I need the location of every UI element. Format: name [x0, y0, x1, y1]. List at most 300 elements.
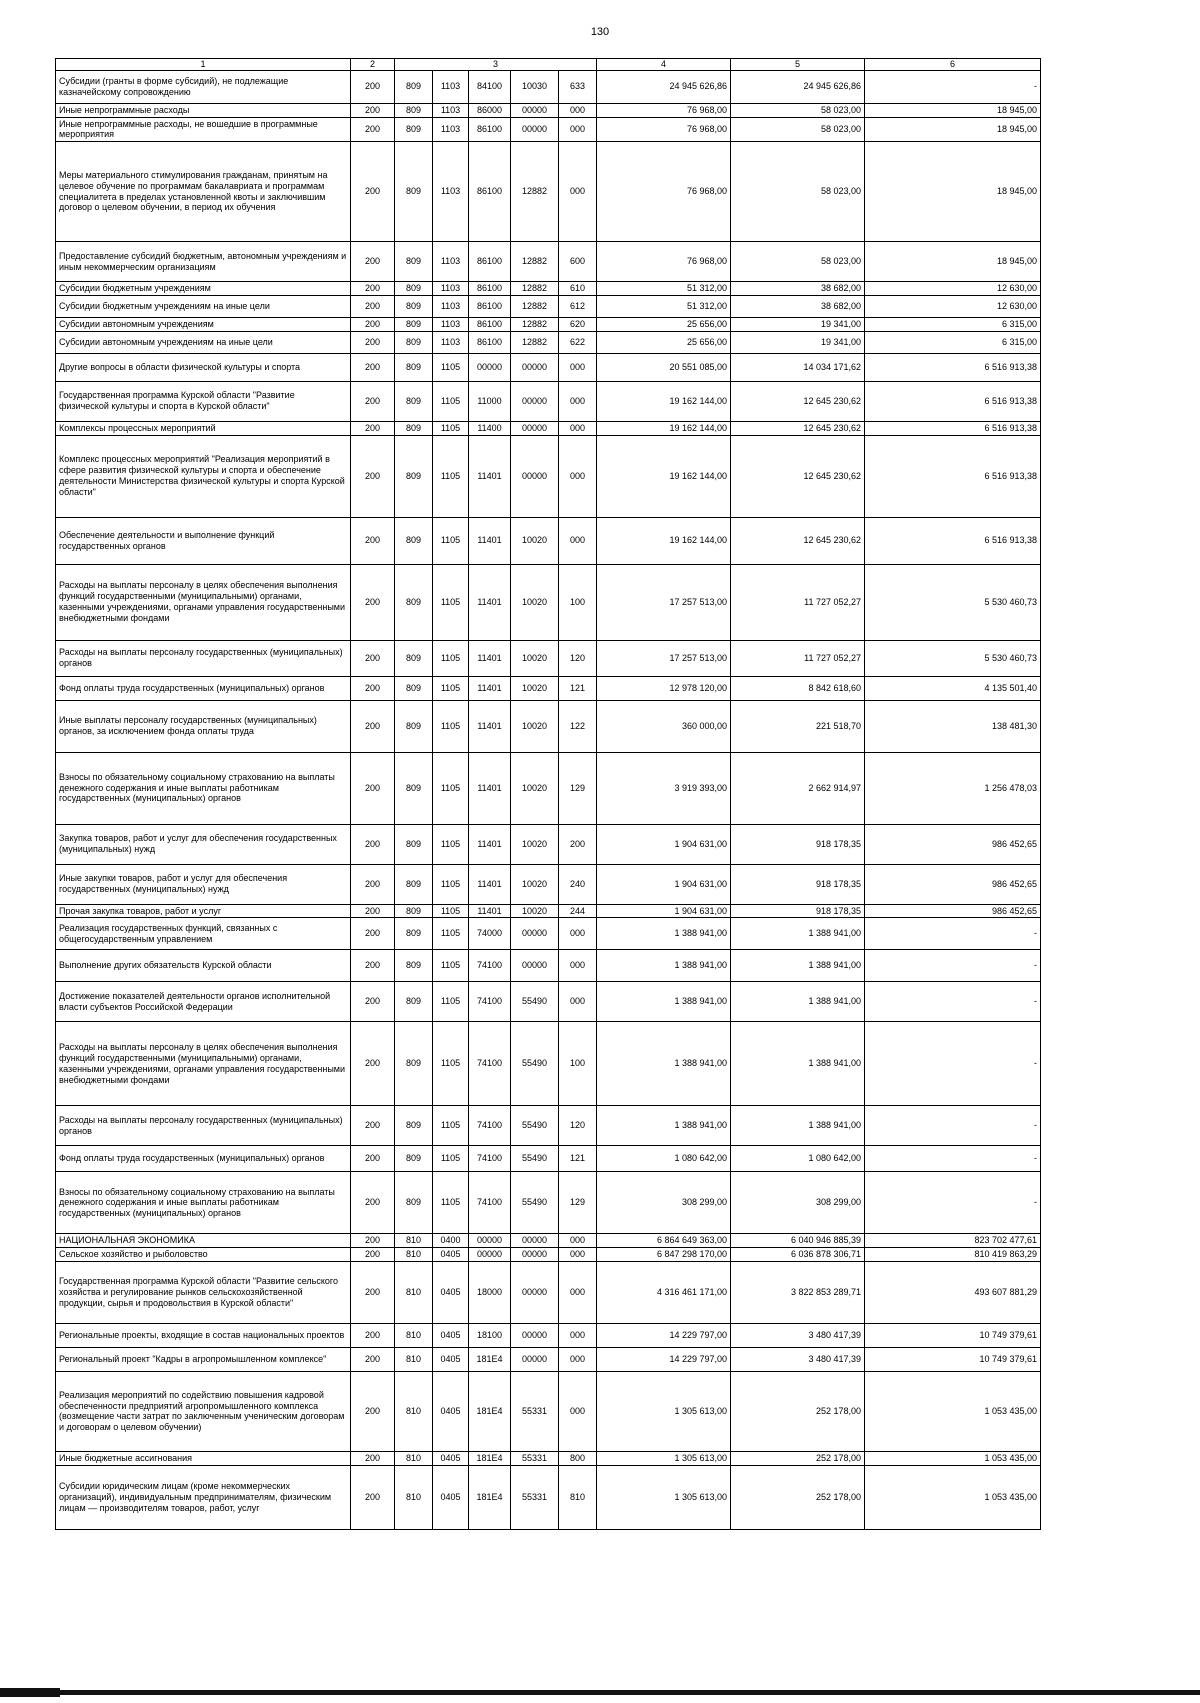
code-cell: 1103 — [433, 117, 469, 142]
amount-col6-cell: - — [865, 1146, 1041, 1172]
code-cell: 000 — [559, 435, 597, 517]
code-cell: 00000 — [511, 1234, 559, 1248]
code-cell: 809 — [395, 331, 433, 353]
amount-col4-cell: 360 000,00 — [597, 700, 731, 752]
code-cell: 00000 — [511, 950, 559, 982]
code-cell: 1103 — [433, 242, 469, 282]
amount-col4-cell: 51 312,00 — [597, 295, 731, 317]
code-cell: 10020 — [511, 564, 559, 640]
amount-col4-cell: 6 847 298 170,00 — [597, 1248, 731, 1262]
amount-col5-cell: 252 178,00 — [731, 1465, 865, 1529]
amount-col5-cell: 38 682,00 — [731, 295, 865, 317]
amount-col5-cell: 3 822 853 289,71 — [731, 1261, 865, 1323]
amount-col5-cell: 1 388 941,00 — [731, 950, 865, 982]
code-cell: 200 — [351, 676, 395, 700]
code-cell: 00000 — [511, 1261, 559, 1323]
code-cell: 129 — [559, 1172, 597, 1234]
code-cell: 633 — [559, 70, 597, 103]
row-name-cell: Субсидии бюджетным учреждениям на иные цели — [56, 295, 351, 317]
row-name-cell: Расходы на выплаты персоналу государственных (муниципальных) органов — [56, 1106, 351, 1146]
code-cell: 11401 — [469, 752, 511, 824]
amount-col6-cell: 4 135 501,40 — [865, 676, 1041, 700]
amount-col4-cell: 1 904 631,00 — [597, 824, 731, 864]
code-cell: 11401 — [469, 700, 511, 752]
table-row — [56, 1248, 1041, 1262]
code-cell: 809 — [395, 70, 433, 103]
code-cell: 200 — [351, 103, 395, 117]
table-row — [56, 1146, 1041, 1172]
amount-col6-cell: 810 419 863,29 — [865, 1248, 1041, 1262]
code-cell: 000 — [559, 142, 597, 242]
table-row — [56, 1172, 1041, 1234]
code-cell: 200 — [351, 564, 395, 640]
code-cell: 000 — [559, 1248, 597, 1262]
code-cell: 809 — [395, 295, 433, 317]
code-cell: 809 — [395, 824, 433, 864]
amount-col5-cell: 1 388 941,00 — [731, 918, 865, 950]
row-name-cell: Фонд оплаты труда государственных (муниципальных) органов — [56, 1146, 351, 1172]
amount-col4-cell: 4 316 461 171,00 — [597, 1261, 731, 1323]
amount-col4-cell: 1 904 631,00 — [597, 904, 731, 918]
code-cell: 200 — [351, 117, 395, 142]
code-cell: 1105 — [433, 435, 469, 517]
code-cell: 200 — [351, 70, 395, 103]
code-cell: 809 — [395, 103, 433, 117]
table-row — [56, 1323, 1041, 1347]
code-cell: 612 — [559, 295, 597, 317]
header-col-3: 3 — [395, 59, 597, 71]
scan-bottom-bar — [0, 1690, 1200, 1695]
table-row — [56, 295, 1041, 317]
amount-col5-cell: 58 023,00 — [731, 142, 865, 242]
code-cell: 810 — [559, 1465, 597, 1529]
amount-col6-cell: - — [865, 982, 1041, 1022]
code-cell: 1105 — [433, 982, 469, 1022]
table-row — [56, 904, 1041, 918]
code-cell: 1105 — [433, 517, 469, 564]
code-cell: 240 — [559, 864, 597, 904]
amount-col4-cell: 20 551 085,00 — [597, 353, 731, 381]
code-cell: 200 — [351, 1465, 395, 1529]
row-name-cell: Комплекс процессных мероприятий "Реализация мероприятий в сфере развития физической культуры и спорта и обеспечение деятельности Министерства физической культуры и спорта Курской области" — [56, 435, 351, 517]
table-row — [56, 70, 1041, 103]
amount-col6-cell: 6 516 913,38 — [865, 517, 1041, 564]
code-cell: 74100 — [469, 1172, 511, 1234]
row-name-cell: Комплексы процессных мероприятий — [56, 421, 351, 435]
code-cell: 00000 — [511, 1248, 559, 1262]
code-cell: 200 — [351, 353, 395, 381]
row-name-cell: Меры материального стимулирования гражданам, принятым на целевое обучение по программам бакалавриата и программам специалитета в пределах установленной квоты и заключившим договор о целевом обучении, в период их обучения — [56, 142, 351, 242]
amount-col4-cell: 19 162 144,00 — [597, 435, 731, 517]
table-row — [56, 1022, 1041, 1106]
row-name-cell: Иные непрограммные расходы, не вошедшие в программные мероприятия — [56, 117, 351, 142]
code-cell: 000 — [559, 1347, 597, 1371]
code-cell: 200 — [351, 1371, 395, 1451]
amount-col4-cell: 14 229 797,00 — [597, 1323, 731, 1347]
code-cell: 809 — [395, 517, 433, 564]
code-cell: 809 — [395, 904, 433, 918]
amount-col6-cell: 12 630,00 — [865, 295, 1041, 317]
table-row — [56, 950, 1041, 982]
row-name-cell: Расходы на выплаты персоналу в целях обеспечения выполнения функций государственными (муниципальными) органами, казенными учреждениями, органами управления государственными внебюджетными фондами — [56, 1022, 351, 1106]
amount-col5-cell: 12 645 230,62 — [731, 435, 865, 517]
row-name-cell: Закупка товаров, работ и услуг для обеспечения государственных (муниципальных) нужд — [56, 824, 351, 864]
row-name-cell: НАЦИОНАЛЬНАЯ ЭКОНОМИКА — [56, 1234, 351, 1248]
row-name-cell: Фонд оплаты труда государственных (муниципальных) органов — [56, 676, 351, 700]
amount-col6-cell: 986 452,65 — [865, 904, 1041, 918]
amount-col4-cell: 12 978 120,00 — [597, 676, 731, 700]
row-name-cell: Иные бюджетные ассигнования — [56, 1451, 351, 1465]
code-cell: 11401 — [469, 435, 511, 517]
row-name-cell: Достижение показателей деятельности органов исполнительной власти субъектов Российской Федерации — [56, 982, 351, 1022]
row-name-cell: Реализация мероприятий по содействию повышения кадровой обеспеченности предприятий агропромышленного комплекса (возмещение части затрат по заключенным ученическим договорам и договорам о целевом обучении) — [56, 1371, 351, 1451]
code-cell: 00000 — [469, 353, 511, 381]
code-cell: 809 — [395, 918, 433, 950]
row-name-cell: Сельское хозяйство и рыболовство — [56, 1248, 351, 1262]
amount-col4-cell: 25 656,00 — [597, 317, 731, 331]
code-cell: 00000 — [511, 381, 559, 421]
code-cell: 809 — [395, 242, 433, 282]
code-cell: 809 — [395, 700, 433, 752]
code-cell: 1105 — [433, 353, 469, 381]
amount-col6-cell: 1 256 478,03 — [865, 752, 1041, 824]
amount-col4-cell: 76 968,00 — [597, 103, 731, 117]
amount-col5-cell: 252 178,00 — [731, 1451, 865, 1465]
code-cell: 809 — [395, 640, 433, 676]
code-cell: 1105 — [433, 918, 469, 950]
code-cell: 0400 — [433, 1234, 469, 1248]
code-cell: 74100 — [469, 982, 511, 1022]
amount-col5-cell: 12 645 230,62 — [731, 421, 865, 435]
table-row — [56, 640, 1041, 676]
code-cell: 200 — [351, 421, 395, 435]
amount-col4-cell: 19 162 144,00 — [597, 381, 731, 421]
row-name-cell: Реализация государственных функций, связанных с общегосударственным управлением — [56, 918, 351, 950]
code-cell: 200 — [351, 435, 395, 517]
amount-col6-cell: 6 516 913,38 — [865, 435, 1041, 517]
code-cell: 11401 — [469, 676, 511, 700]
code-cell: 120 — [559, 640, 597, 676]
amount-col6-cell: 823 702 477,61 — [865, 1234, 1041, 1248]
table-row — [56, 1451, 1041, 1465]
code-cell: 200 — [351, 752, 395, 824]
code-cell: 000 — [559, 950, 597, 982]
code-cell: 74100 — [469, 1146, 511, 1172]
code-cell: 12882 — [511, 242, 559, 282]
table-row — [56, 1465, 1041, 1529]
amount-col6-cell: 986 452,65 — [865, 864, 1041, 904]
amount-col4-cell: 17 257 513,00 — [597, 640, 731, 676]
table-row — [56, 982, 1041, 1022]
amount-col5-cell: 2 662 914,97 — [731, 752, 865, 824]
row-name-cell: Иные непрограммные расходы — [56, 103, 351, 117]
code-cell: 809 — [395, 1106, 433, 1146]
code-cell: 810 — [395, 1371, 433, 1451]
code-cell: 610 — [559, 282, 597, 296]
table-row — [56, 1234, 1041, 1248]
amount-col6-cell: 6 516 913,38 — [865, 381, 1041, 421]
code-cell: 1103 — [433, 103, 469, 117]
code-cell: 1105 — [433, 824, 469, 864]
code-cell: 181E4 — [469, 1371, 511, 1451]
code-cell: 200 — [351, 1451, 395, 1465]
code-cell: 100 — [559, 564, 597, 640]
table-row — [56, 381, 1041, 421]
code-cell: 200 — [351, 1234, 395, 1248]
code-cell: 200 — [351, 317, 395, 331]
code-cell: 00000 — [511, 435, 559, 517]
table-row — [56, 282, 1041, 296]
code-cell: 10020 — [511, 752, 559, 824]
code-cell: 809 — [395, 982, 433, 1022]
code-cell: 809 — [395, 353, 433, 381]
code-cell: 0405 — [433, 1323, 469, 1347]
code-cell: 620 — [559, 317, 597, 331]
amount-col4-cell: 6 864 649 363,00 — [597, 1234, 731, 1248]
code-cell: 200 — [351, 282, 395, 296]
amount-col5-cell: 11 727 052,27 — [731, 640, 865, 676]
code-cell: 181E4 — [469, 1451, 511, 1465]
code-cell: 1103 — [433, 142, 469, 242]
header-col-6: 6 — [865, 59, 1041, 71]
amount-col4-cell: 1 388 941,00 — [597, 1022, 731, 1106]
row-name-cell: Государственная программа Курской области "Развитие физической культуры и спорта в Курской области" — [56, 381, 351, 421]
table-row — [56, 752, 1041, 824]
table-row — [56, 317, 1041, 331]
code-cell: 10030 — [511, 70, 559, 103]
amount-col6-cell: 5 530 460,73 — [865, 564, 1041, 640]
amount-col4-cell: 19 162 144,00 — [597, 517, 731, 564]
code-cell: 1105 — [433, 700, 469, 752]
amount-col4-cell: 25 656,00 — [597, 331, 731, 353]
code-cell: 74000 — [469, 918, 511, 950]
amount-col5-cell: 19 341,00 — [731, 331, 865, 353]
amount-col5-cell: 58 023,00 — [731, 103, 865, 117]
header-col-5: 5 — [731, 59, 865, 71]
code-cell: 84100 — [469, 70, 511, 103]
row-name-cell: Региональный проект "Кадры в агропромышленном комплексе" — [56, 1347, 351, 1371]
code-cell: 12882 — [511, 331, 559, 353]
row-name-cell: Иные выплаты персоналу государственных (муниципальных) органов, за исключением фонда оплаты труда — [56, 700, 351, 752]
amount-col6-cell: - — [865, 1022, 1041, 1106]
code-cell: 000 — [559, 353, 597, 381]
table-row — [56, 421, 1041, 435]
code-cell: 74100 — [469, 950, 511, 982]
code-cell: 1105 — [433, 640, 469, 676]
table-row — [56, 676, 1041, 700]
amount-col5-cell: 58 023,00 — [731, 242, 865, 282]
amount-col4-cell: 3 919 393,00 — [597, 752, 731, 824]
code-cell: 200 — [351, 950, 395, 982]
code-cell: 000 — [559, 381, 597, 421]
code-cell: 0405 — [433, 1347, 469, 1371]
code-cell: 809 — [395, 676, 433, 700]
table-row — [56, 700, 1041, 752]
code-cell: 000 — [559, 1234, 597, 1248]
amount-col4-cell: 308 299,00 — [597, 1172, 731, 1234]
code-cell: 0405 — [433, 1261, 469, 1323]
code-cell: 100 — [559, 1022, 597, 1106]
row-name-cell: Взносы по обязательному социальному страхованию на выплаты денежного содержания и иные выплаты работникам государственных (муниципальных) органов — [56, 1172, 351, 1234]
code-cell: 55490 — [511, 1172, 559, 1234]
code-cell: 000 — [559, 1261, 597, 1323]
amount-col5-cell: 19 341,00 — [731, 317, 865, 331]
row-name-cell: Другие вопросы в области физической культуры и спорта — [56, 353, 351, 381]
code-cell: 10020 — [511, 640, 559, 676]
table-row — [56, 1371, 1041, 1451]
code-cell: 74100 — [469, 1022, 511, 1106]
code-cell: 1105 — [433, 864, 469, 904]
code-cell: 1103 — [433, 282, 469, 296]
row-name-cell: Субсидии бюджетным учреждениям — [56, 282, 351, 296]
row-name-cell: Расходы на выплаты персоналу в целях обеспечения выполнения функций государственными (муниципальными) органами, казенными учреждениями, органами управления государственными внебюджетными фондами — [56, 564, 351, 640]
amount-col6-cell: - — [865, 950, 1041, 982]
amount-col6-cell: 1 053 435,00 — [865, 1465, 1041, 1529]
amount-col5-cell: 1 388 941,00 — [731, 982, 865, 1022]
code-cell: 1105 — [433, 381, 469, 421]
code-cell: 000 — [559, 918, 597, 950]
table-row — [56, 142, 1041, 242]
code-cell: 809 — [395, 282, 433, 296]
code-cell: 809 — [395, 1172, 433, 1234]
code-cell: 181E4 — [469, 1347, 511, 1371]
code-cell: 00000 — [511, 117, 559, 142]
code-cell: 622 — [559, 331, 597, 353]
amount-col4-cell: 1 080 642,00 — [597, 1146, 731, 1172]
code-cell: 12882 — [511, 295, 559, 317]
table-row — [56, 435, 1041, 517]
row-name-cell: Взносы по обязательному социальному страхованию на выплаты денежного содержания и иные выплаты работникам государственных (муниципальных) органов — [56, 752, 351, 824]
code-cell: 1103 — [433, 331, 469, 353]
code-cell: 121 — [559, 676, 597, 700]
amount-col6-cell: 5 530 460,73 — [865, 640, 1041, 676]
code-cell: 200 — [351, 242, 395, 282]
table-row — [56, 353, 1041, 381]
code-cell: 1103 — [433, 70, 469, 103]
code-cell: 55331 — [511, 1465, 559, 1529]
code-cell: 12882 — [511, 317, 559, 331]
row-name-cell: Обеспечение деятельности и выполнение функций государственных органов — [56, 517, 351, 564]
table-row — [56, 1106, 1041, 1146]
amount-col4-cell: 76 968,00 — [597, 117, 731, 142]
code-cell: 120 — [559, 1106, 597, 1146]
amount-col6-cell: 10 749 379,61 — [865, 1323, 1041, 1347]
amount-col6-cell: - — [865, 1106, 1041, 1146]
code-cell: 00000 — [511, 1347, 559, 1371]
code-cell: 810 — [395, 1261, 433, 1323]
code-cell: 00000 — [511, 1323, 559, 1347]
page-number: 130 — [590, 26, 610, 38]
amount-col5-cell: 252 178,00 — [731, 1371, 865, 1451]
amount-col5-cell: 12 645 230,62 — [731, 381, 865, 421]
code-cell: 810 — [395, 1347, 433, 1371]
amount-col6-cell: 6 516 913,38 — [865, 353, 1041, 381]
amount-col5-cell: 14 034 171,62 — [731, 353, 865, 381]
code-cell: 55490 — [511, 1106, 559, 1146]
amount-col5-cell: 6 036 878 306,71 — [731, 1248, 865, 1262]
amount-col6-cell: 18 945,00 — [865, 142, 1041, 242]
row-name-cell: Субсидии автономным учреждениям на иные цели — [56, 331, 351, 353]
code-cell: 10020 — [511, 904, 559, 918]
code-cell: 800 — [559, 1451, 597, 1465]
code-cell: 10020 — [511, 517, 559, 564]
code-cell: 200 — [351, 982, 395, 1022]
amount-col5-cell: 918 178,35 — [731, 824, 865, 864]
code-cell: 86100 — [469, 282, 511, 296]
code-cell: 810 — [395, 1248, 433, 1262]
code-cell: 55490 — [511, 1146, 559, 1172]
code-cell: 200 — [351, 824, 395, 864]
amount-col5-cell: 24 945 626,86 — [731, 70, 865, 103]
code-cell: 55331 — [511, 1451, 559, 1465]
code-cell: 11401 — [469, 517, 511, 564]
row-name-cell: Субсидии (гранты в форме субсидий), не подлежащие казначейскому сопровождению — [56, 70, 351, 103]
code-cell: 86100 — [469, 317, 511, 331]
code-cell: 809 — [395, 142, 433, 242]
amount-col5-cell: 1 388 941,00 — [731, 1022, 865, 1106]
code-cell: 200 — [351, 1347, 395, 1371]
code-cell: 809 — [395, 117, 433, 142]
amount-col6-cell: - — [865, 70, 1041, 103]
amount-col6-cell: 18 945,00 — [865, 117, 1041, 142]
code-cell: 11000 — [469, 381, 511, 421]
table-row — [56, 103, 1041, 117]
code-cell: 18000 — [469, 1261, 511, 1323]
code-cell: 55490 — [511, 982, 559, 1022]
amount-col4-cell: 1 305 613,00 — [597, 1465, 731, 1529]
amount-col5-cell: 308 299,00 — [731, 1172, 865, 1234]
code-cell: 1105 — [433, 676, 469, 700]
table-row — [56, 564, 1041, 640]
code-cell: 200 — [351, 1248, 395, 1262]
amount-col6-cell: 986 452,65 — [865, 824, 1041, 864]
table-row — [56, 1347, 1041, 1371]
amount-col5-cell: 12 645 230,62 — [731, 517, 865, 564]
code-cell: 1105 — [433, 950, 469, 982]
code-cell: 00000 — [469, 1248, 511, 1262]
code-cell: 000 — [559, 117, 597, 142]
code-cell: 11401 — [469, 640, 511, 676]
code-cell: 200 — [351, 918, 395, 950]
row-name-cell: Иные закупки товаров, работ и услуг для обеспечения государственных (муниципальных) нужд — [56, 864, 351, 904]
table-row — [56, 864, 1041, 904]
amount-col6-cell: 6 315,00 — [865, 317, 1041, 331]
code-cell: 0405 — [433, 1451, 469, 1465]
code-cell: 00000 — [511, 103, 559, 117]
table-header-row — [56, 59, 1041, 71]
header-col-2: 2 — [351, 59, 395, 71]
table-row — [56, 117, 1041, 142]
amount-col4-cell: 17 257 513,00 — [597, 564, 731, 640]
amount-col4-cell: 19 162 144,00 — [597, 421, 731, 435]
code-cell: 1105 — [433, 421, 469, 435]
code-cell: 809 — [395, 421, 433, 435]
amount-col6-cell: 12 630,00 — [865, 282, 1041, 296]
amount-col4-cell: 51 312,00 — [597, 282, 731, 296]
code-cell: 809 — [395, 950, 433, 982]
amount-col6-cell: 10 749 379,61 — [865, 1347, 1041, 1371]
amount-col5-cell: 3 480 417,39 — [731, 1323, 865, 1347]
code-cell: 200 — [351, 381, 395, 421]
row-name-cell: Субсидии юридическим лицам (кроме некоммерческих организаций), индивидуальным предпринимателям, физическим лицам — производителям товаров, работ, услуг — [56, 1465, 351, 1529]
code-cell: 809 — [395, 317, 433, 331]
code-cell: 200 — [351, 700, 395, 752]
code-cell: 200 — [351, 1323, 395, 1347]
code-cell: 86100 — [469, 142, 511, 242]
code-cell: 11401 — [469, 904, 511, 918]
row-name-cell: Предоставление субсидий бюджетным, автономным учреждениям и иным некоммерческим организациям — [56, 242, 351, 282]
row-name-cell: Субсидии автономным учреждениям — [56, 317, 351, 331]
